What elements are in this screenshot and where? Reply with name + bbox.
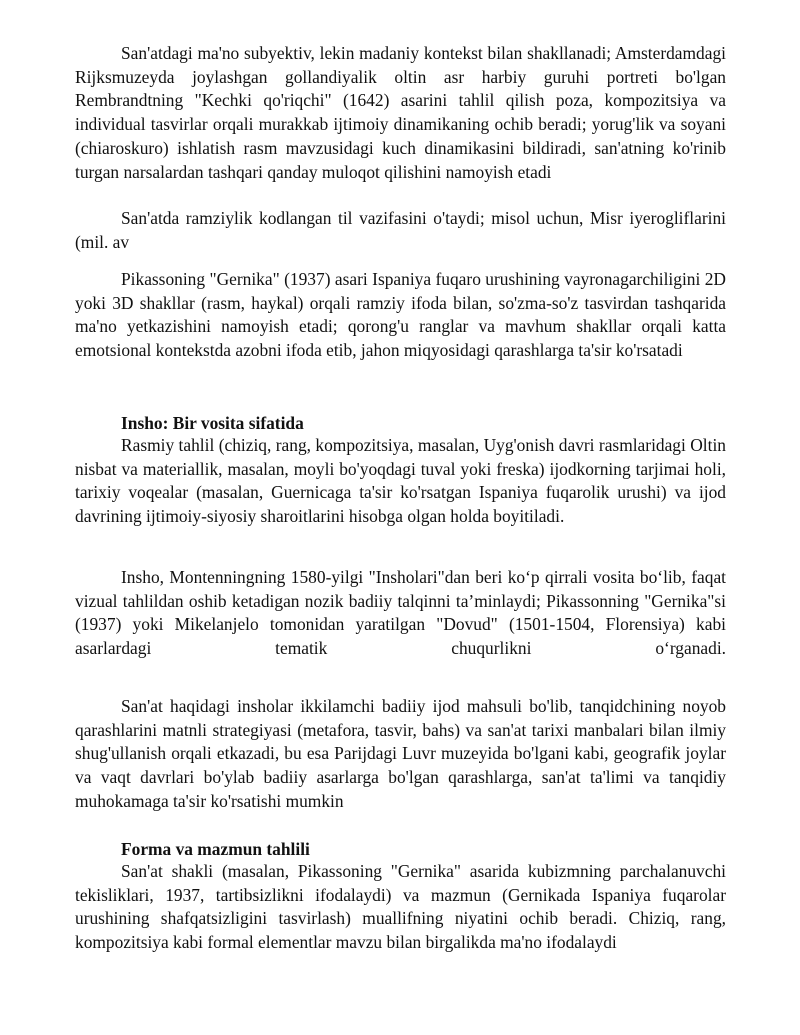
paragraph-form-content: San'at shakli (masalan, Pikassoning "Gernika" asarida kubizmning parchalanuvchi tekisliklari, 1937, tartibsizlikni ifodalaydi) va mazmun (Gernikada Ispaniya fuqarolar urushining shafqatsizligini tasvirlash) muallifning niyatini ochib beradi. Chiziq, rang, kompozitsiya kabi formal elementlar mavzu bilan birgalikda ma'no ifodalaydi (75, 861, 726, 953)
section-heading-essay: Insho: Bir vosita sifatida (121, 413, 304, 433)
paragraph-guernica: Pikassoning "Gernika" (1937) asari Ispaniya fuqaro urushining vayronagarchiligini 2D yoki 3D shakllar (rasm, haykal) orqali ramziy ifoda bilan, so'zma-so'z tasvirdan tashqarida ma'no yetkazishini namoyish etadi; qorong'u ranglar va mavhum shakllar orqali katta emotsional kontekstda azobni ifoda etib, jahon miqyosidagi qarashlarga ta'sir ko'rsatadi (75, 269, 726, 361)
paragraph-formal-analysis: Rasmiy tahlil (chiziq, rang, kompozitsiya, masalan, Uyg'onish davri rasmlaridagi Oltin nisbat va materiallik, masalan, moyli bo'yoqdagi tuval yoki freska) ijodkorning tarjimai holi, tarixiy voqealar (masalan, Guernicaga ta'sir ko'rsatgan Ispaniya fuqarolik urushi) va ijod davrining ijtimoiy-siyosiy sharoitlarini hisobga olgan holda boyitiladi. (75, 435, 726, 527)
paragraph-rembrandt: San'atdagi ma'no subyektiv, lekin madaniy kontekst bilan shakllanadi; Amsterdamdagi Rijksmuzeyda joylashgan gollandiyalik oltin asr harbiy guruhi portreti bo'lgan Rembrandtning "Kechki qo'riqchi" (1642) asarini tahlil qilish poza, kompozitsiya va individual tasvirlar orqali murakkab ijtimoiy dinamikaning ochib beradi; yorug'lik va soyani (chiaroskuro) ishlatish rasm mavzusidagi kuch dinamikasini bildiradi, san'atning ko'rinib turgan narsalardan tashqari qanday muloqot qilishini namoyish etadi (75, 43, 726, 182)
paragraph-symbolism: San'atda ramziylik kodlangan til vazifasini o'taydi; misol uchun, Misr iyerogliflarini (mil. av (75, 208, 726, 252)
section-heading-form-content: Forma va mazmun tahlili (121, 839, 310, 859)
paragraph-art-essays: San'at haqidagi insholar ikkilamchi badiiy ijod mahsuli bo'lib, tanqidchining noyob qarashlarini matnli strategiyasi (metafora, tasvir, bahs) va san'at tarixi manbalari bilan ilmiy shug'ullanish orqali etkazadi, bu esa Parijdagi Luvr muzeyida bo'lgani kabi, geografik joylar va vaqt davrlari bo'ylab badiiy asarlarga bo'lgan qarashlarga, san'at ta'limi va tanqidiy muhokamaga ta'sir ko'rsatishi mumkin (75, 696, 726, 811)
paragraph-montaigne: Insho, Montenningning 1580-yilgi "Insholari"dan beri ko‘p qirrali vosita bo‘lib, faqat vizual tahlildan oshib ketadigan nozik badiiy talqinni ta’minlaydi; Pikassonning "Gernika"si (1937) yoki Mikelanjelo tomonidan yaratilgan "Dovud" (1501-1504, Florensiya) kabi asarlardagi tematik chuqurlikni o‘rganadi. (75, 567, 726, 659)
